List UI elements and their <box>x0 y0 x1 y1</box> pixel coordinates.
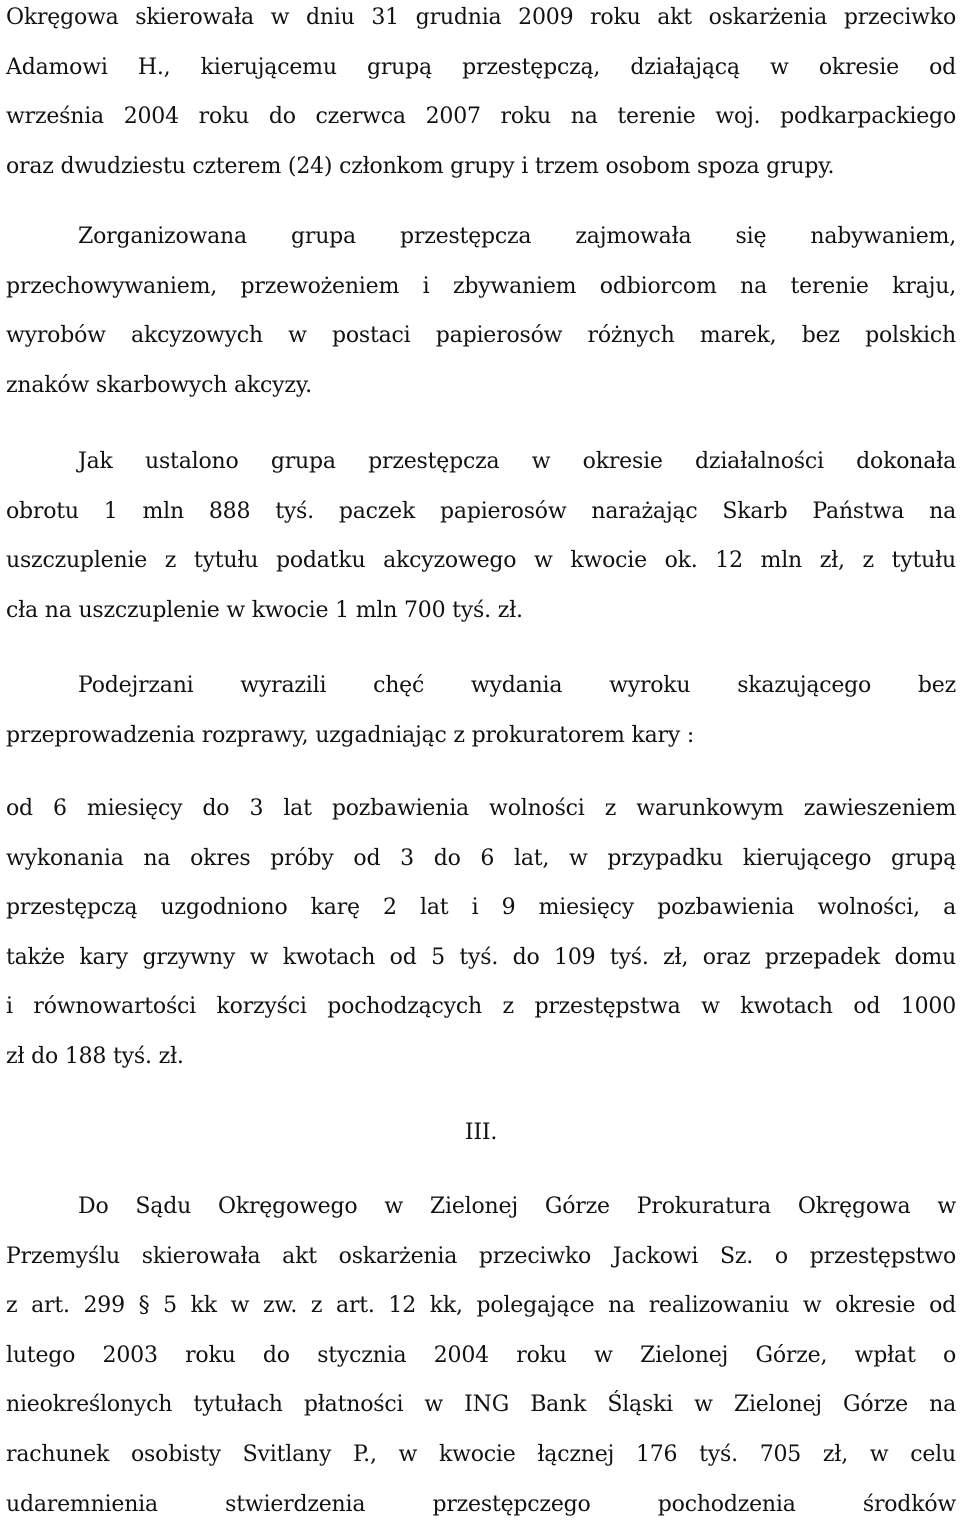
text-line: od 6 miesięcy do 3 lat pozbawienia wolności z warunkowym zawieszeniem <box>6 796 956 821</box>
text-line: Przemyślu skierowała akt oskarżenia przeciwko Jackowi Sz. o przestępstwo <box>6 1243 956 1269</box>
text-line: Okręgowa skierowała w dniu 31 grudnia 2009 roku akt oskarżenia przeciwko <box>6 5 956 30</box>
text-line: przestępczą uzgodniono karę 2 lat i 9 miesięcy pozbawienia wolności, a <box>6 895 956 921</box>
text-line: udaremnienia stwierdzenia przestępczego pochodzenia środków <box>6 1491 956 1517</box>
paragraph-indictment-jacek <box>6 1182 956 1529</box>
text-line: Podejrzani wyrazili chęć wydania wyroku skazującego bez <box>78 673 956 698</box>
text-line: nieokreślonych tytułach płatności w ING Bank Śląski w Zielonej Górze na <box>6 1392 956 1418</box>
section-heading <box>6 1108 956 1158</box>
text-line: przechowywaniem, przewożeniem i zbywaniem odbiorcom na terenie kraju, <box>6 273 956 299</box>
paragraph-penalties <box>6 784 956 1082</box>
text-line: lutego 2003 roku do stycznia 2004 roku w Zielonej Górze, wpłat o <box>6 1342 956 1368</box>
text-line: cła na uszczuplenie w kwocie 1 mln 700 tyś. zł. <box>6 597 523 623</box>
text-line: wykonania na okres próby od 3 do 6 lat, w przypadku kierującego grupą <box>6 845 956 871</box>
text-line: oraz dwudziestu czterem (24) członkom grupy i trzem osobom spoza grupy. <box>6 153 835 179</box>
text-line: Jak ustalono grupa przestępcza w okresie działalności dokonała <box>78 449 956 474</box>
text-line: znaków skarbowych akcyzy. <box>6 372 312 398</box>
section-number: III. <box>464 1120 498 1145</box>
text-line: obrotu 1 mln 888 tyś. paczek papierosów narażając Skarb Państwa na <box>6 498 956 524</box>
paragraph-group-activity <box>6 212 956 410</box>
text-line: rachunek osobisty Svitlany P., w kwocie łącznej 176 tyś. 705 zł, w celu <box>6 1441 956 1467</box>
text-line: zł do 188 tyś. zł. <box>6 1043 184 1069</box>
text-line: Adamowi H., kierującemu grupą przestępczą, działającą w okresie od <box>6 54 956 80</box>
paragraph-turnover <box>6 437 956 635</box>
text-line: Zorganizowana grupa przestępcza zajmowała się nabywaniem, <box>78 224 956 249</box>
text-line: września 2004 roku do czerwca 2007 roku na terenie woj. podkarpackiego <box>6 104 956 130</box>
paragraph-indictment-adam <box>6 0 956 191</box>
text-line: z art. 299 § 5 kk w zw. z art. 12 kk, polegające na realizowaniu w okresie od <box>6 1293 956 1319</box>
text-line: także kary grzywny w kwotach od 5 tyś. do 109 tyś. zł, oraz przepadek domu <box>6 944 956 970</box>
paragraph-plea <box>6 661 956 760</box>
text-line: uszczuplenie z tytułu podatku akcyzowego w kwocie ok. 12 mln zł, z tytułu <box>6 548 956 574</box>
text-line: Do Sądu Okręgowego w Zielonej Górze Prokuratura Okręgowa w <box>78 1194 956 1219</box>
text-line: przeprowadzenia rozprawy, uzgadniając z prokuratorem kary : <box>6 722 695 748</box>
text-line: i równowartości korzyści pochodzących z przestępstwa w kwotach od 1000 <box>6 994 956 1020</box>
text-line: wyrobów akcyzowych w postaci papierosów różnych marek, bez polskich <box>6 323 956 349</box>
